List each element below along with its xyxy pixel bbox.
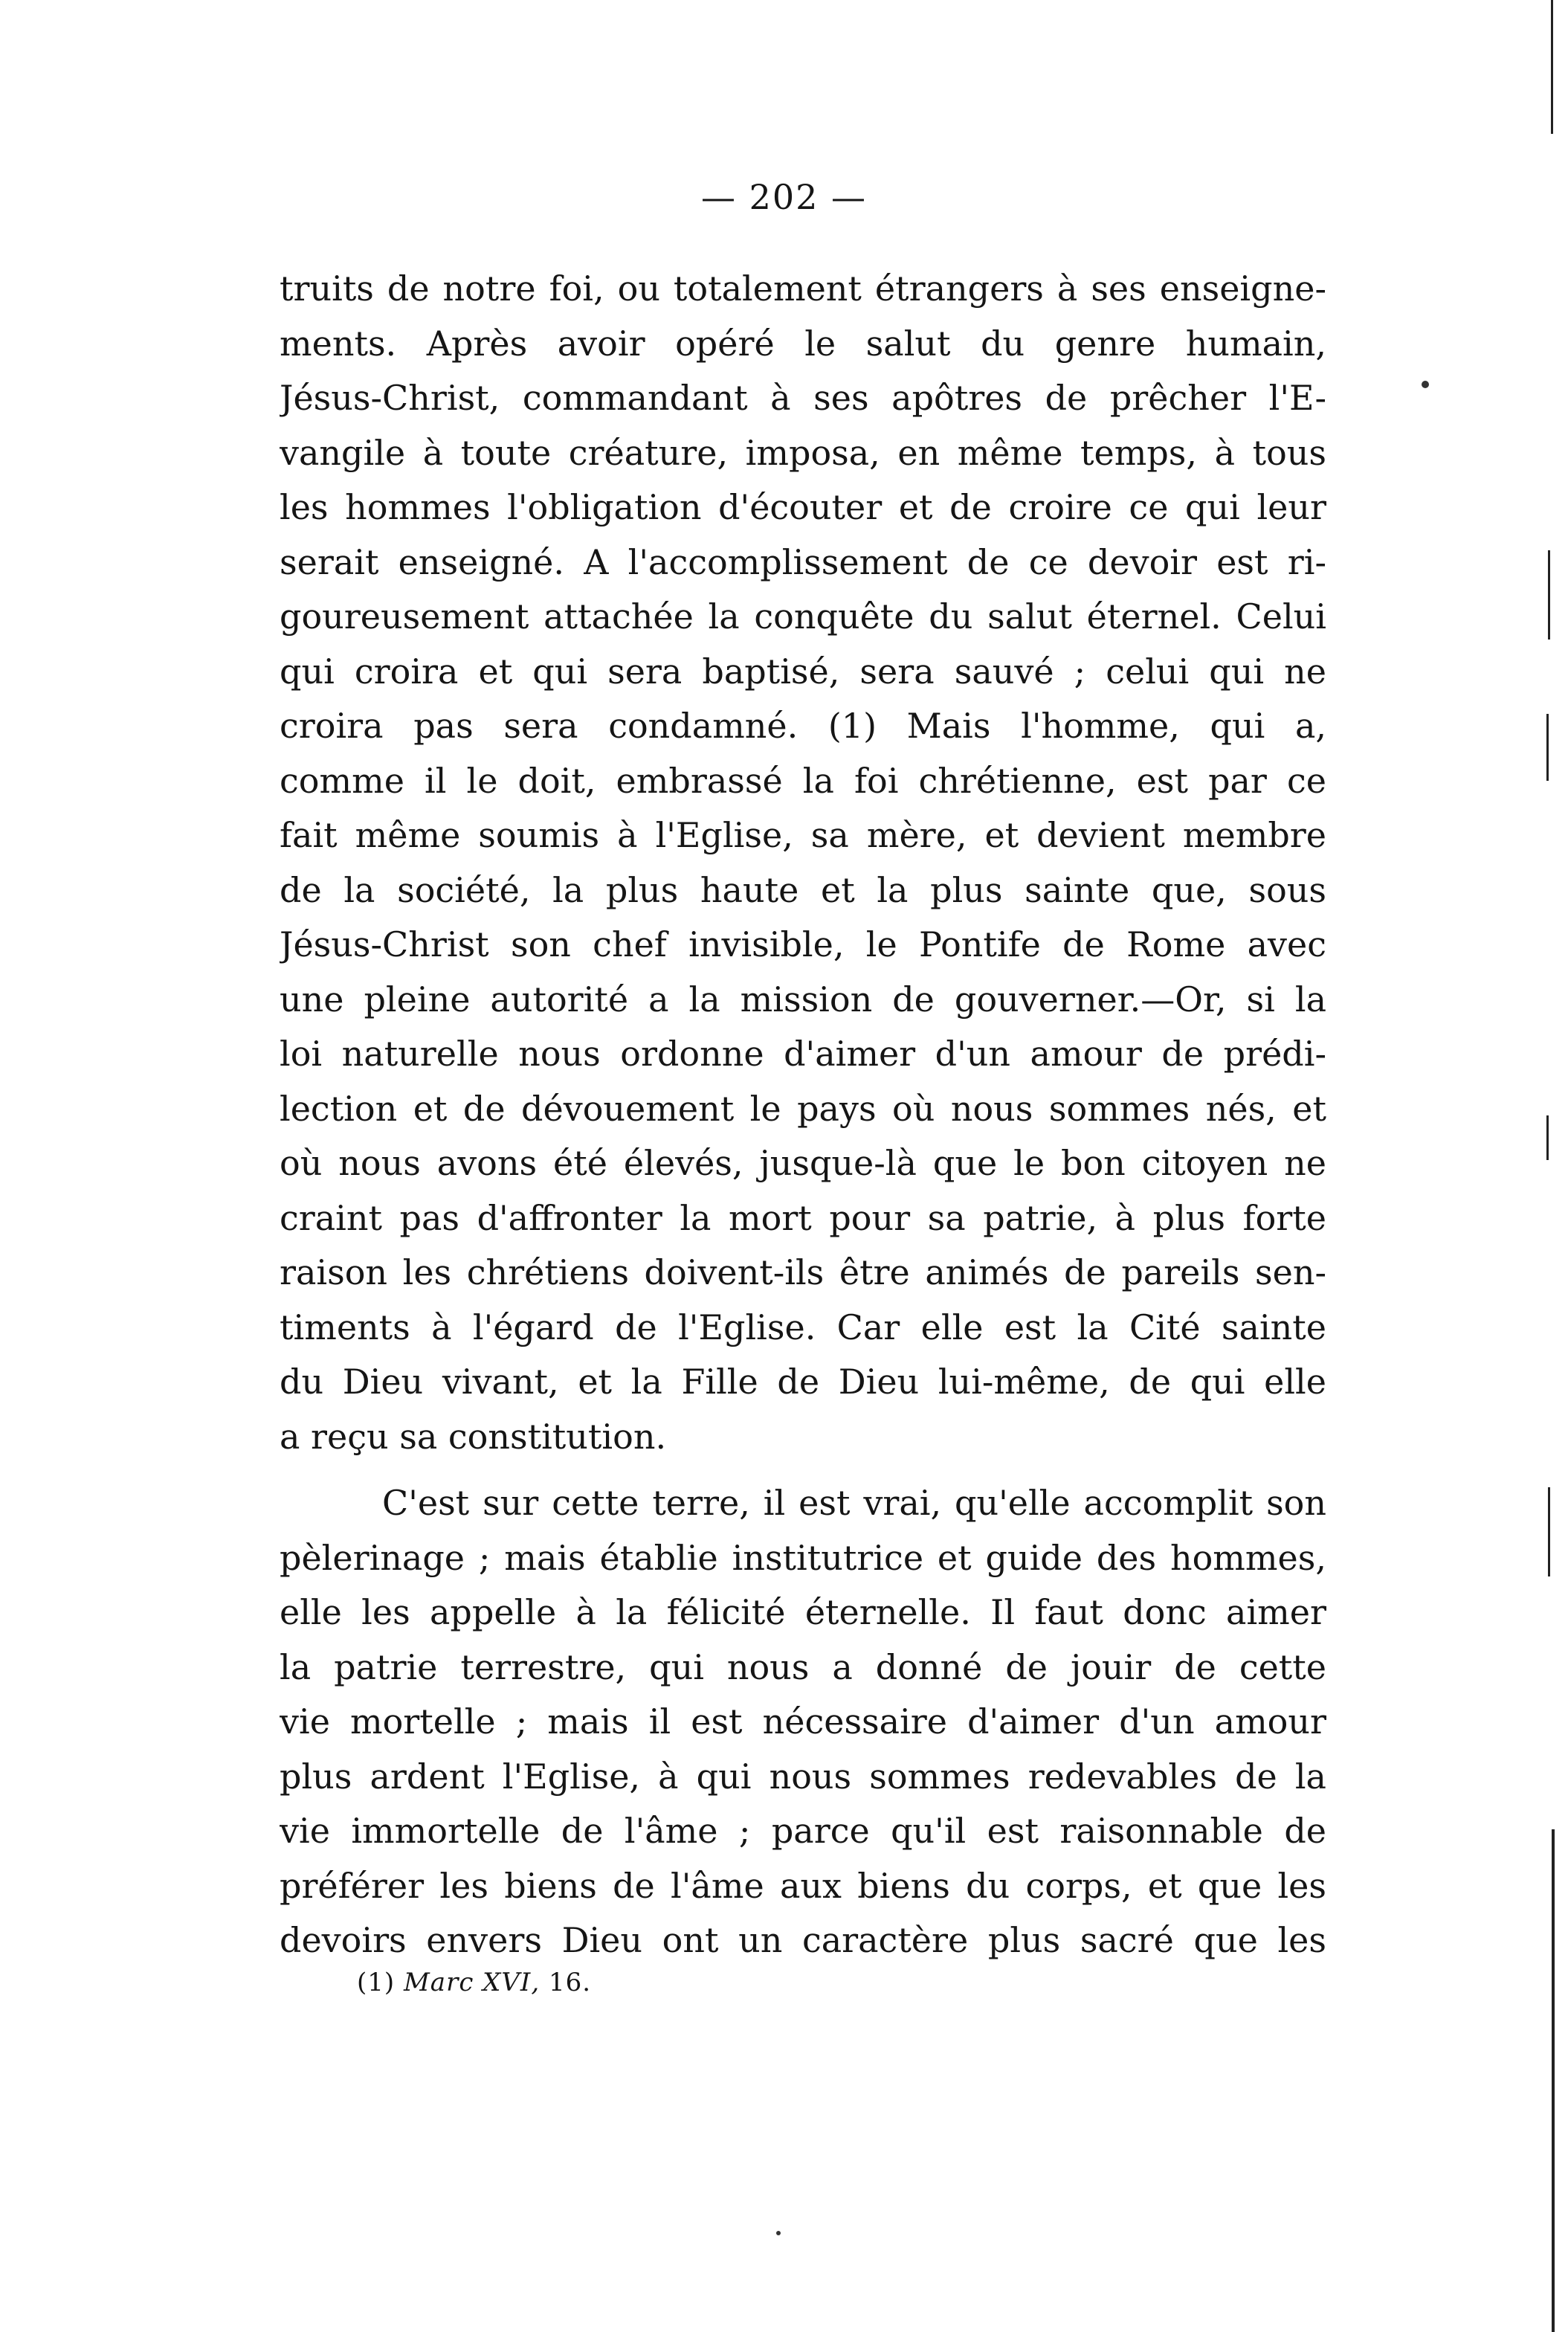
text-line: craint pas d'affronter la mort pour sa patrie, à plus forte xyxy=(280,1197,1326,1238)
text-line: goureusement attachée la conquête du salut éternel. Celui xyxy=(280,596,1326,637)
text-line: vie immortelle de l'âme ; parce qu'il est raisonnable de xyxy=(280,1811,1326,1851)
text-line: loi naturelle nous ordonne d'aimer d'un amour de prédi- xyxy=(280,1034,1326,1074)
text-line: Jésus-Christ son chef invisible, le Pontife de Rome avec xyxy=(280,924,1326,964)
text-line: timents à l'égard de l'Eglise. Car elle est la Cité sainte xyxy=(280,1307,1326,1347)
page-edge-line xyxy=(1548,1487,1550,1576)
text-line: fait même soumis à l'Eglise, sa mère, et devient membre xyxy=(280,815,1326,855)
page-edge-line xyxy=(1552,1829,1555,2332)
text-line: serait enseigné. A l'accomplissement de ce devoir est ri- xyxy=(280,541,1326,582)
paragraph-2 xyxy=(280,1476,1326,1968)
text-line: a reçu sa constitution. xyxy=(280,1416,667,1457)
footnote-verse: 16. xyxy=(548,1968,592,1997)
page-edge-line xyxy=(1546,1115,1549,1160)
text-line: qui croira et qui sera baptisé, sera sauvé ; celui qui ne xyxy=(280,651,1326,692)
text-line: la patrie terrestre, qui nous a donné de jouir de cette xyxy=(280,1646,1326,1687)
footnote xyxy=(357,1968,591,1997)
text-line: raison les chrétiens doivent-ils être animés de pareils sen- xyxy=(280,1252,1326,1292)
text-line: Jésus-Christ, commandant à ses apôtres de prêcher l'E- xyxy=(280,378,1326,418)
page-edge-line xyxy=(1546,714,1549,781)
page-edge-line xyxy=(1551,0,1553,134)
page-edge-line xyxy=(1548,550,1550,640)
footnote-marker: (1) xyxy=(357,1968,396,1997)
text-line: truits de notre foi, ou totalement étrangers à ses enseigne- xyxy=(280,268,1326,309)
text-line: ments. Après avoir opéré le salut du genre humain, xyxy=(280,323,1326,364)
dust-speck xyxy=(776,2231,781,2235)
text-line: de la société, la plus haute et la plus sainte que, sous xyxy=(280,869,1326,910)
text-line: vie mortelle ; mais il est nécessaire d'aimer d'un amour xyxy=(280,1701,1326,1742)
text-line: elle les appelle à la félicité éternelle. Il faut donc aimer xyxy=(280,1592,1326,1632)
paragraph-1 xyxy=(280,262,1326,1464)
text-line: les hommes l'obligation d'écouter et de croire ce qui leur xyxy=(280,487,1326,527)
dust-speck xyxy=(1422,381,1429,388)
text-line: préférer les biens de l'âme aux biens du corps, et que les xyxy=(280,1865,1326,1906)
text-line: plus ardent l'Eglise, à qui nous sommes redevables de la xyxy=(280,1756,1326,1797)
text-line: lection et de dévouement le pays où nous sommes nés, et xyxy=(280,1088,1326,1129)
text-line: où nous avons été élevés, jusque-là que le bon citoyen ne xyxy=(280,1143,1326,1183)
text-line: vangile à toute créature, imposa, en même temps, à tous xyxy=(280,432,1326,473)
text-line: comme il le doit, embrassé la foi chrétienne, est par ce xyxy=(280,760,1326,801)
text-line: C'est sur cette terre, il est vrai, qu'elle accomplit son xyxy=(382,1483,1326,1523)
text-line: une pleine autorité a la mission de gouverner.—Or, si la xyxy=(280,979,1326,1020)
text-line: du Dieu vivant, et la Fille de Dieu lui-même, de qui elle xyxy=(280,1362,1326,1402)
text-line: pèlerinage ; mais établie institutrice et guide des hommes, xyxy=(280,1537,1326,1578)
page-number: — 202 — xyxy=(700,177,868,217)
footnote-reference: Marc XVI, xyxy=(403,1968,541,1997)
text-line: devoirs envers Dieu ont un caractère plus sacré que les xyxy=(280,1920,1326,1960)
text-line: croira pas sera condamné. (1) Mais l'homme, qui a, xyxy=(280,706,1326,746)
